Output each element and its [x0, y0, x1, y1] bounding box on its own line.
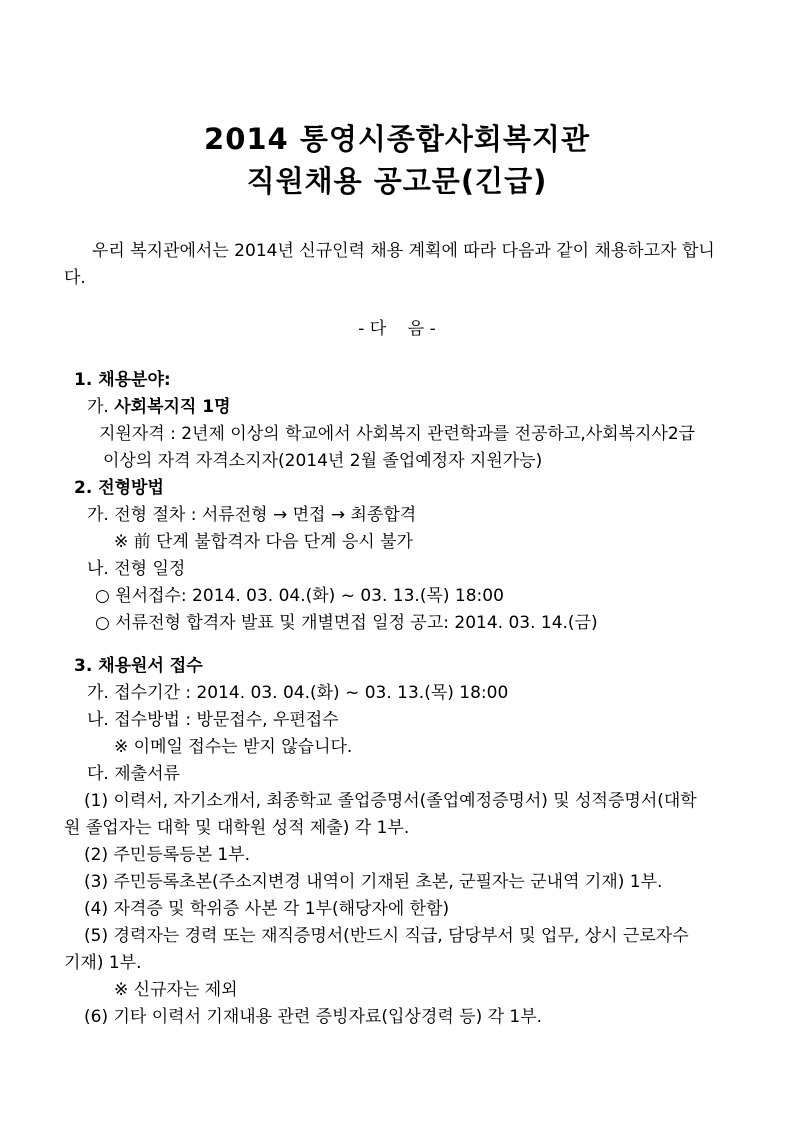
title-line-2: 직원채용 공고문(긴급)	[246, 164, 548, 198]
qualification-line-1: 지원자격 : 2년제 이상의 학교에서 사회복지 관련학과를 전공하고,사회복지사2급	[99, 424, 696, 444]
document-item-2: (2) 주민등록등본 1부.	[84, 845, 251, 865]
section-selection-method	[0, 475, 794, 637]
section2-item-na: 나. 전형 일정	[87, 559, 186, 579]
daeum-divider: - 다 음 -	[358, 319, 436, 339]
intro-line-1: 우리 복지관에서는 2014년 신규인력 채용 계획에 따라 다음과 같이 채용하고자 합니	[92, 241, 715, 261]
document-item-6: (6) 기타 이력서 기재내용 관련 증빙자료(입상경력 등) 각 1부.	[84, 1007, 543, 1027]
qualification-line-2: 이상의 자격 자격소지자(2014년 2월 졸업예정자 지원가능)	[103, 451, 543, 471]
section-application-submission	[0, 653, 794, 1031]
document-item-1-line-2: 원 졸업자는 대학 및 대학원 성적 제출) 각 1부.	[64, 818, 410, 838]
document-title-block	[0, 0, 794, 202]
document-item-5-line-2: 기재) 1부.	[64, 953, 142, 973]
intro-line-2: 다.	[64, 268, 86, 288]
section3-na-note: ※ 이메일 접수는 받지 않습니다.	[114, 737, 353, 757]
section2-heading: 2. 전형방법	[74, 478, 164, 498]
section2-bullet-application-period: ○ 원서접수: 2014. 03. 04.(화) ~ 03. 13.(목) 18:00	[95, 586, 504, 606]
section3-item-da: 다. 제출서류	[87, 764, 180, 784]
section2-ga-note: ※ 前 단계 불합격자 다음 단계 응시 불가	[114, 532, 413, 552]
document-item-1-line-1: (1) 이력서, 자기소개서, 최종학교 졸업증명서(졸업예정증명서) 및 성적증명서(대학	[84, 791, 697, 811]
section1-heading: 1. 채용분야:	[74, 370, 171, 390]
section1-item-ga-title: 사회복지직 1명	[114, 397, 231, 417]
section3-item-na: 나. 접수방법 : 방문접수, 우편접수	[87, 710, 339, 730]
section1-item-ga	[0, 394, 794, 421]
section1-item-ga-label: 가.	[87, 397, 115, 417]
section2-bullet-announcement: ○ 서류전형 합격자 발표 및 개별면접 일정 공고: 2014. 03. 14.(금)	[95, 613, 598, 633]
title-line-1: 2014 통영시종합사회복지관	[204, 122, 590, 156]
section3-item-ga: 가. 접수기간 : 2014. 03. 04.(화) ~ 03. 13.(목) 18:00	[87, 683, 509, 703]
section-recruitment-field	[0, 367, 794, 475]
section3-heading: 3. 채용원서 접수	[74, 656, 203, 676]
document-item-5-line-1: (5) 경력자는 경력 또는 재직증명서(반드시 직급, 담당부서 및 업무, 상시 근로자수	[84, 926, 689, 946]
document-item-5-note: ※ 신규자는 제외	[114, 980, 238, 1000]
document-item-3: (3) 주민등록초본(주소지변경 내역이 기재된 초본, 군필자는 군내역 기재) 1부.	[84, 872, 663, 892]
section2-item-ga: 가. 전형 절차 : 서류전형 → 면접 → 최종합격	[87, 505, 417, 525]
intro-paragraph	[0, 238, 794, 292]
document-item-4: (4) 자격증 및 학위증 사본 각 1부(해당자에 한함)	[84, 899, 450, 919]
